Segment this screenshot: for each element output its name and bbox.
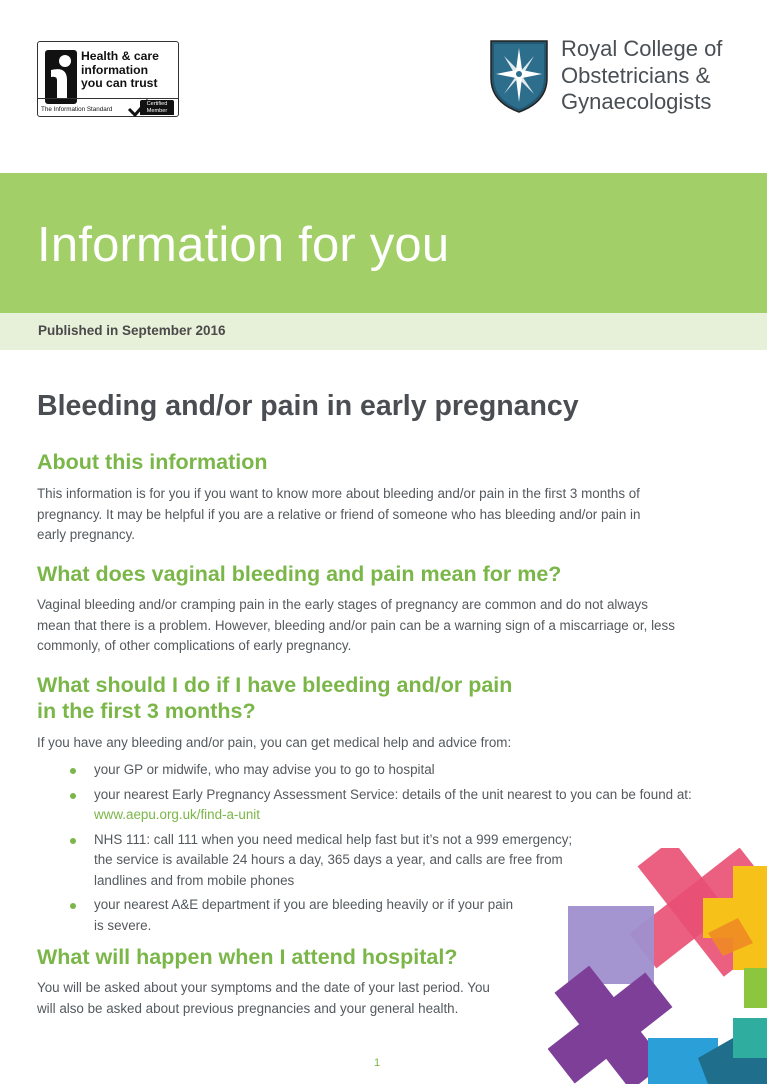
bullet-icon — [70, 838, 76, 844]
his-line-3: you can trust — [81, 76, 158, 91]
page-number: 1 — [374, 1057, 381, 1069]
his-footer — [38, 98, 178, 116]
published-bar — [0, 313, 767, 350]
heading-meaning: What does vaginal bleeding and pain mean for me? — [37, 562, 562, 586]
certified-member-badge: Certified Member — [140, 100, 174, 115]
list-item: your nearest Early Pregnancy Assessment Service: details of the unit nearest to you can be found at: www.aepu.org.uk/find-a-unit — [70, 785, 692, 826]
heading-hospital: What will happen when I attend hospital? — [37, 945, 458, 969]
rcog-shield-icon — [490, 40, 548, 113]
info-banner — [0, 173, 767, 313]
about-paragraph: This information is for you if you want to know more about bleeding and/or pain in the first 3 months of pregnancy. It may be helpful if you are a relative or friend of someone who has bleeding and/or pain in early pregnancy. — [37, 486, 641, 542]
bullet-icon — [70, 768, 76, 774]
heading-about: About this information — [37, 450, 268, 474]
information-standard-logo — [37, 41, 179, 117]
his-line-1: Health & care — [81, 49, 159, 63]
hospital-paragraph: You will be asked about your symptoms and the date of your last period. You will also be asked about previous pregnancies and your general health. — [37, 980, 490, 1016]
meaning-paragraph: Vaginal bleeding and/or cramping pain in the early stages of pregnancy are common and do not always mean that there is a problem. However, bleeding and/or pain can be a warning sign of a miscarriage or, less commonly, of other complications of early pregnancy. — [37, 597, 675, 653]
his-line-2: information — [81, 62, 149, 77]
bullet-icon — [70, 903, 76, 909]
rcog-name: Royal College of Obstetricians & Gynaecologists — [561, 36, 723, 114]
document-title: Bleeding and/or pain in early pregnancy — [37, 390, 579, 422]
what-to-do-intro: If you have any bleeding and/or pain, you can get medical help and advice from: — [37, 735, 512, 750]
heading-what-to-do: What should I do if I have bleeding and/or pain in the first 3 months? — [37, 673, 513, 723]
his-standard-text: The Information Standard — [41, 106, 113, 113]
aepu-link[interactable]: www.aepu.org.uk/find-a-unit — [94, 807, 260, 822]
list-item: your nearest A&E department if you are bleeding heavily or if your pain is severe. — [70, 895, 692, 936]
decorative-crosses-image — [548, 848, 767, 1084]
banner-title: Information for you — [37, 218, 450, 272]
published-date: Published in September 2016 — [38, 323, 226, 338]
information-standard-icon — [45, 50, 77, 104]
list-item: your GP or midwife, who may advise you to go to hospital — [70, 760, 692, 781]
list-item: NHS 111: call 111 when you need medical help fast but it’s not a 999 emergency; the service is available 24 hours a day, 365 days a year, and calls are free from landlines and from mobile phones — [70, 830, 692, 892]
bullet-icon — [70, 793, 76, 799]
